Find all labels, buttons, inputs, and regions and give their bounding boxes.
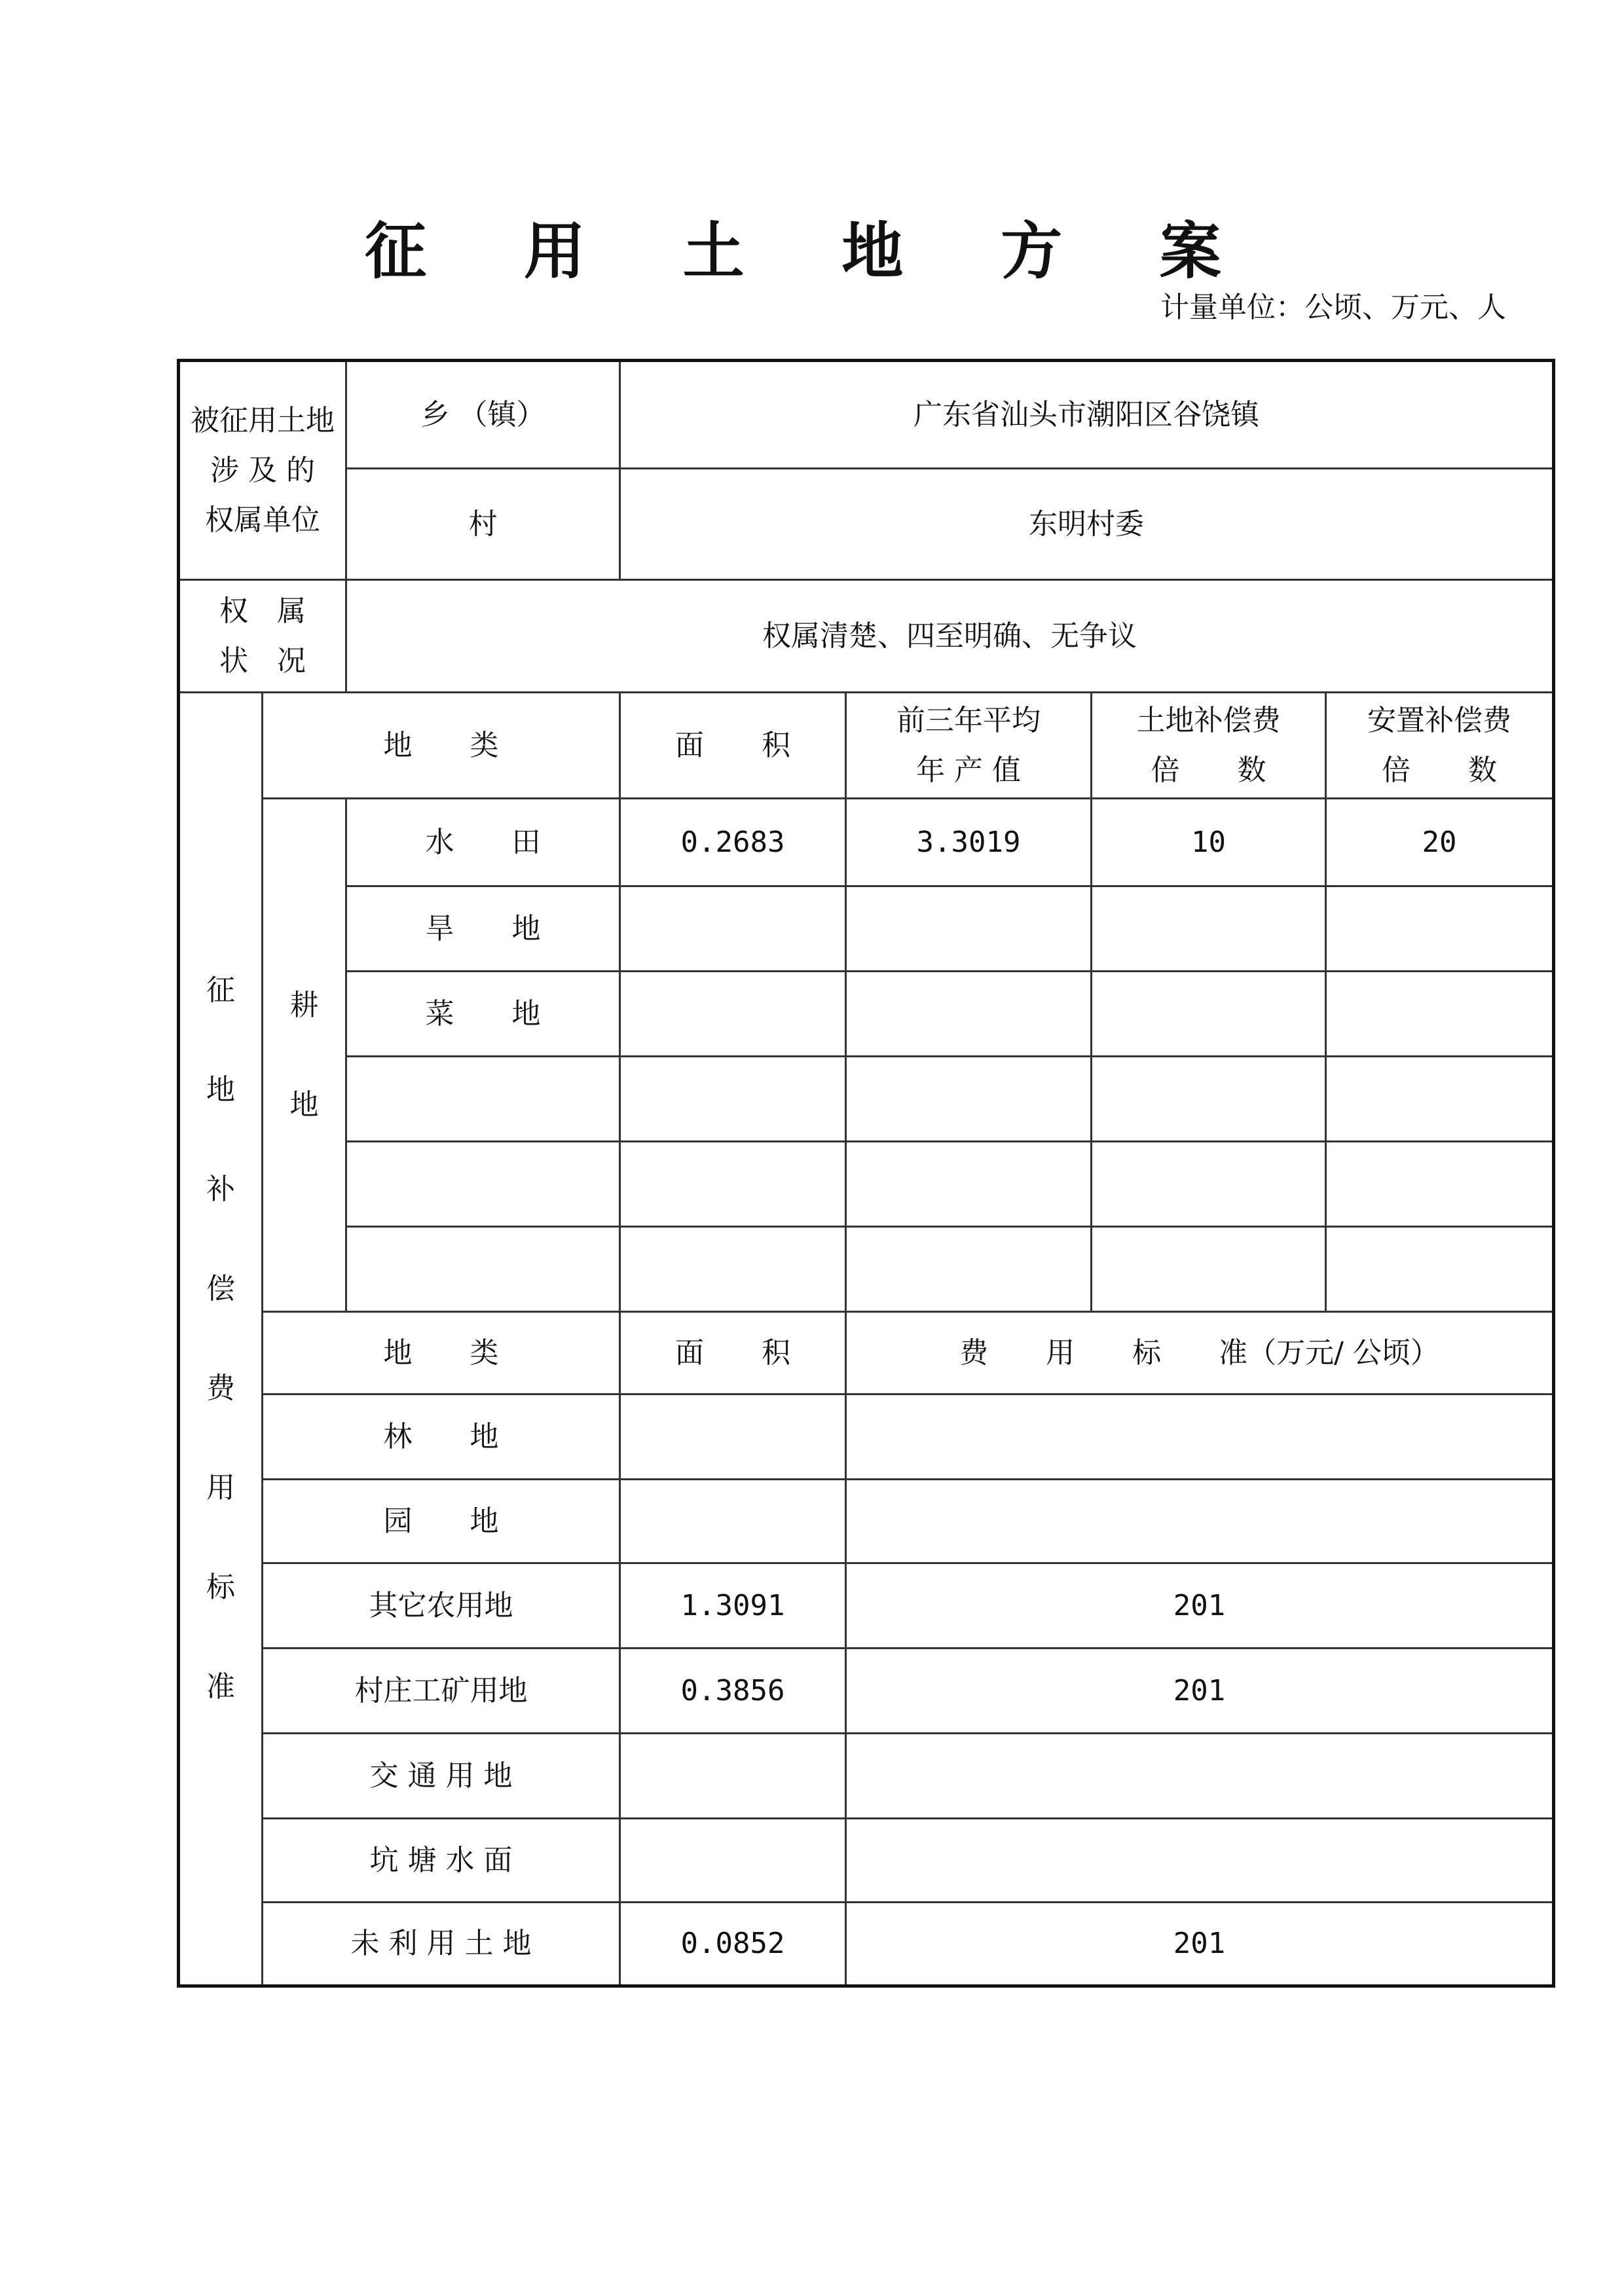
other-land-area (620, 1819, 846, 1903)
ownership-unit-label-line2: 涉 及 的 (210, 453, 315, 487)
farmland-group-char: 地 (289, 1087, 319, 1121)
township-label: 乡 （镇） (346, 361, 620, 469)
other-land-standard (846, 1819, 1554, 1903)
other-land-type: 坑 塘 水 面 (263, 1819, 620, 1903)
farmland-type (346, 1057, 620, 1142)
farmland-row (179, 886, 1554, 972)
farmland-group-label (263, 799, 346, 1312)
farmland-type: 旱 地 (346, 886, 620, 972)
village-row (179, 469, 1554, 580)
farmland-group-char: 耕 (289, 988, 319, 1022)
farmland-area (620, 972, 846, 1057)
farmland-area (620, 1057, 846, 1142)
farmland-land-multiplier (1092, 1227, 1326, 1312)
farmland-type: 水 田 (346, 799, 620, 886)
side-char: 征 (206, 974, 235, 1007)
farmland-resettle-multiplier (1326, 886, 1554, 972)
resettle-comp-line1: 安置补偿费 (1367, 703, 1511, 737)
avg-output-line2: 年 产 值 (916, 753, 1021, 787)
land-comp-line2: 倍 数 (1151, 753, 1266, 787)
ownership-status-label-line1: 权 属 (219, 594, 306, 628)
ownership-status-value: 权属清楚、四至明确、无争议 (346, 580, 1554, 693)
other-land-area (620, 1480, 846, 1563)
village-value: 东明村委 (620, 469, 1554, 580)
other-land-standard (846, 1394, 1554, 1480)
other-header-land-type: 地 类 (263, 1312, 620, 1394)
farmland-land-multiplier: 10 (1092, 799, 1326, 886)
farmland-land-multiplier (1092, 1057, 1326, 1142)
other-land-header-row (179, 1312, 1554, 1394)
other-land-row (179, 1563, 1554, 1649)
farmland-header-land-comp (1092, 693, 1326, 799)
other-land-standard: 201 (846, 1563, 1554, 1649)
avg-output-line1: 前三年平均 (896, 703, 1041, 737)
other-land-row (179, 1480, 1554, 1563)
land-requisition-table (177, 359, 1555, 1988)
side-char: 用 (206, 1471, 235, 1504)
farmland-avg-output (846, 1227, 1092, 1312)
other-land-row (179, 1734, 1554, 1819)
other-land-area: 0.0852 (620, 1903, 846, 1986)
other-land-standard (846, 1734, 1554, 1819)
side-char: 偿 (206, 1272, 235, 1305)
document-title: 征 用 土 地 方 案 (365, 216, 1259, 287)
farmland-area (620, 1227, 846, 1312)
ownership-unit-label-line3: 权属单位 (205, 503, 320, 537)
farmland-resettle-multiplier: 20 (1326, 799, 1554, 886)
other-land-standard: 201 (846, 1903, 1554, 1986)
other-land-area (620, 1734, 846, 1819)
other-header-standard: 费 用 标 准（万元/ 公顷） (846, 1312, 1554, 1394)
farmland-header-resettle-comp (1326, 693, 1554, 799)
farmland-row (179, 1142, 1554, 1227)
farmland-avg-output (846, 886, 1092, 972)
farmland-row (179, 972, 1554, 1057)
land-comp-line1: 土地补偿费 (1136, 703, 1281, 737)
farmland-area: 0.2683 (620, 799, 846, 886)
other-land-type: 其它农用地 (263, 1563, 620, 1649)
other-land-type: 未 利 用 土 地 (263, 1903, 620, 1986)
farmland-land-multiplier (1092, 972, 1326, 1057)
side-char: 地 (206, 1073, 235, 1106)
ownership-unit-label-line1: 被征用土地 (191, 403, 335, 437)
township-row (179, 361, 1554, 469)
other-land-type: 交 通 用 地 (263, 1734, 620, 1819)
other-land-area: 1.3091 (620, 1563, 846, 1649)
side-char: 准 (206, 1670, 235, 1704)
ownership-unit-label (179, 361, 346, 580)
ownership-status-label (179, 580, 346, 693)
farmland-area (620, 886, 846, 972)
farmland-row (179, 1227, 1554, 1312)
farmland-avg-output (846, 972, 1092, 1057)
other-land-row (179, 1903, 1554, 1986)
farmland-avg-output (846, 1057, 1092, 1142)
farmland-resettle-multiplier (1326, 1142, 1554, 1227)
farmland-header-land-type: 地 类 (263, 693, 620, 799)
other-land-standard (846, 1480, 1554, 1563)
other-land-area (620, 1394, 846, 1480)
farmland-header-area: 面 积 (620, 693, 846, 799)
side-char: 费 (206, 1372, 235, 1405)
farmland-avg-output (846, 1142, 1092, 1227)
farmland-header-row (179, 693, 1554, 799)
farmland-land-multiplier (1092, 886, 1326, 972)
other-header-area: 面 积 (620, 1312, 846, 1394)
farmland-land-multiplier (1092, 1142, 1326, 1227)
other-land-row (179, 1394, 1554, 1480)
township-value: 广东省汕头市潮阳区谷饶镇 (620, 361, 1554, 469)
other-land-area: 0.3856 (620, 1649, 846, 1734)
farmland-resettle-multiplier (1326, 972, 1554, 1057)
farmland-area (620, 1142, 846, 1227)
farmland-type: 菜 地 (346, 972, 620, 1057)
other-land-standard: 201 (846, 1649, 1554, 1734)
farmland-header-avg-output (846, 693, 1092, 799)
farmland-resettle-multiplier (1326, 1057, 1554, 1142)
other-land-type: 园 地 (263, 1480, 620, 1563)
farmland-type (346, 1227, 620, 1312)
side-char: 标 (206, 1571, 235, 1604)
farmland-row (179, 1057, 1554, 1142)
farmland-avg-output: 3.3019 (846, 799, 1092, 886)
farmland-type (346, 1142, 620, 1227)
other-land-type: 林 地 (263, 1394, 620, 1480)
other-land-row (179, 1649, 1554, 1734)
unit-note: 计量单位：公顷、万元、人 (1160, 291, 1506, 324)
village-label: 村 (346, 469, 620, 580)
side-char: 补 (206, 1173, 235, 1206)
farmland-row (179, 799, 1554, 886)
other-land-row (179, 1819, 1554, 1903)
ownership-status-label-line2: 状 况 (219, 644, 306, 678)
resettle-comp-line2: 倍 数 (1382, 753, 1497, 787)
other-land-type: 村庄工矿用地 (263, 1649, 620, 1734)
farmland-resettle-multiplier (1326, 1227, 1554, 1312)
ownership-status-row (179, 580, 1554, 693)
compensation-side-label (179, 693, 263, 1986)
